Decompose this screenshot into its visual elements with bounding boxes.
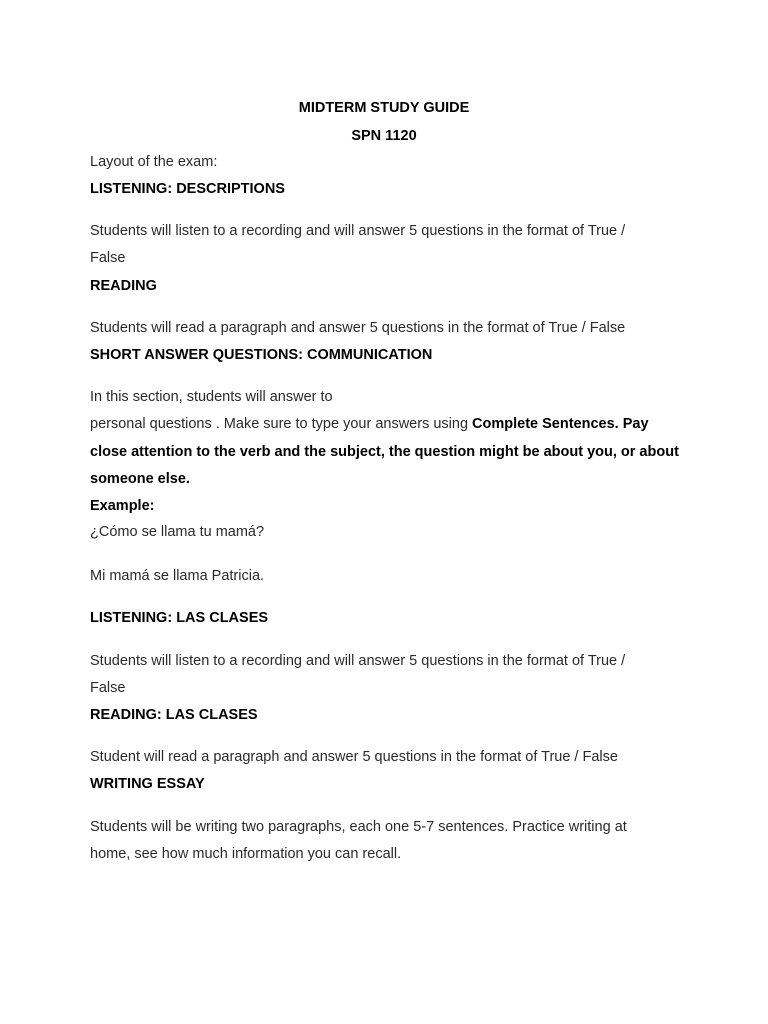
- listening-descriptions-text-line1: Students will listen to a recording and will answer 5 questions in the format of True /: [90, 223, 626, 239]
- listening-descriptions-text-line2: False: [90, 250, 126, 266]
- example-label: Example:: [90, 498, 155, 514]
- reading-clases-text: Student will read a paragraph and answer 5 questions in the format of True / False: [90, 749, 618, 765]
- heading-reading: READING: [90, 278, 157, 294]
- short-answer-line2-regular: personal questions . Make sure to type your answers using: [90, 416, 473, 432]
- intro-text: Layout of the exam:: [90, 154, 218, 170]
- writing-essay-text-line1: Students will be writing two paragraphs, each one 5-7 sentences. Practice writing at: [90, 819, 627, 835]
- short-answer-text-line1: In this section, students will answer to: [90, 389, 333, 405]
- heading-writing-essay: WRITING ESSAY: [90, 776, 205, 792]
- writing-essay-text-line2: home, see how much information you can recall.: [90, 846, 402, 862]
- short-answer-text-line3: close attention to the verb and the subject, the question might be about you, or about: [90, 444, 679, 460]
- short-answer-text-line2: [90, 415, 649, 433]
- reading-text: Students will read a paragraph and answer 5 questions in the format of True / False: [90, 320, 626, 336]
- document-title: MIDTERM STUDY GUIDE: [298, 100, 470, 116]
- heading-listening-clases: LISTENING: LAS CLASES: [90, 610, 269, 626]
- listening-clases-text-line1: Students will listen to a recording and will answer 5 questions in the format of True /: [90, 653, 626, 669]
- example-question: ¿Cómo se llama tu mamá?: [90, 524, 265, 540]
- heading-listening-descriptions: LISTENING: DESCRIPTIONS: [90, 181, 285, 197]
- short-answer-text-line4: someone else.: [90, 471, 190, 487]
- heading-short-answer: SHORT ANSWER QUESTIONS: COMMUNICATION: [90, 347, 433, 363]
- short-answer-line2-bold: Complete Sentences. Pay: [472, 416, 649, 432]
- heading-reading-clases: READING: LAS CLASES: [90, 707, 258, 723]
- example-answer: Mi mamá se llama Patricia.: [90, 568, 265, 584]
- listening-clases-text-line2: False: [90, 680, 126, 696]
- course-code: SPN 1120: [351, 128, 417, 144]
